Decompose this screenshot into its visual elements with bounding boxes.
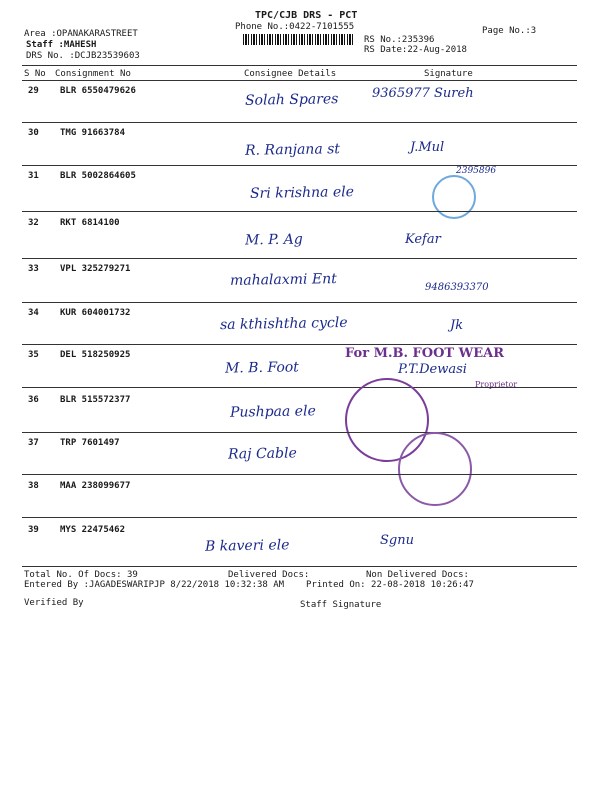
entered-by: Entered By :JAGADESWARIPJP 8/22/2018 10:32:38 AM xyxy=(24,580,285,590)
printed-on: Printed On: 22-08-2018 10:26:47 xyxy=(306,580,474,590)
row-consignee-handwriting: sa kthishtha cycle xyxy=(219,314,348,334)
row-consignment: TMG 91663784 xyxy=(60,128,126,138)
row-signature-handwriting: P.T.Dewasi xyxy=(398,362,467,377)
row-signature-handwriting: 9365977 Sureh xyxy=(372,86,474,101)
company-stamp-proprietor: Proprietor xyxy=(475,380,518,389)
rs-date: RS Date:22-Aug-2018 xyxy=(364,45,467,55)
verified-by-label: Verified By xyxy=(24,598,84,608)
row-signature-handwriting: 9486393370 xyxy=(425,282,489,293)
column-header-signature: Signature xyxy=(424,69,473,79)
staff-signature-label: Staff Signature xyxy=(300,600,382,610)
document-title: TPC/CJB DRS - PCT xyxy=(255,10,358,21)
row-consignee-handwriting: Solah Spares xyxy=(244,91,339,109)
row-signature-handwriting: 2395896 xyxy=(456,166,497,176)
footer-divider xyxy=(22,566,577,567)
row-divider xyxy=(22,211,577,212)
staff-label: Staff :MAHESH xyxy=(26,40,97,50)
row-divider xyxy=(22,344,577,345)
company-stamp-title: For M.B. FOOT WEAR xyxy=(345,346,504,361)
row-divider xyxy=(22,258,577,259)
phone-number: Phone No.:0422-7101555 xyxy=(235,22,355,32)
row-consignee-handwriting: Sri krishna ele xyxy=(249,184,355,202)
row-signature-handwriting: J.Mul xyxy=(410,140,445,155)
page-number: Page No.:3 xyxy=(482,26,537,36)
header-divider xyxy=(22,65,577,66)
barcode xyxy=(243,34,353,45)
row-divider xyxy=(22,122,577,123)
row-consignee-handwriting: M. P. Ag xyxy=(244,231,303,249)
row-consignment: MAA 238099677 xyxy=(60,481,131,491)
row-sno: 39 xyxy=(28,525,39,535)
row-consignee-handwriting: mahalaxmi Ent xyxy=(229,271,337,289)
drs-number: DRS No. :DCJB23539603 xyxy=(26,51,140,61)
row-signature-handwriting: Kefar xyxy=(405,232,441,247)
row-sno: 35 xyxy=(28,350,39,360)
column-header-consignment: Consignment No xyxy=(55,69,131,79)
row-signature-handwriting: Jk xyxy=(450,318,464,333)
row-sno: 29 xyxy=(28,86,39,96)
row-divider xyxy=(22,517,577,518)
row-consignee-handwriting: M. B. Foot xyxy=(224,359,299,377)
row-sno: 33 xyxy=(28,264,39,274)
row-consignment: TRP 7601497 xyxy=(60,438,120,448)
column-header-consignee: Consignee Details xyxy=(244,69,337,79)
row-consignee-handwriting: B kaveri ele xyxy=(204,537,290,555)
row-consignee-handwriting: Raj Cable xyxy=(227,445,297,463)
column-header-divider xyxy=(22,80,577,81)
row-divider xyxy=(22,474,577,475)
row-sno: 34 xyxy=(28,308,39,318)
blue-rubber-stamp xyxy=(432,175,476,219)
column-header-sno: S No xyxy=(24,69,46,79)
row-sno: 31 xyxy=(28,171,39,181)
row-divider xyxy=(22,302,577,303)
row-sno: 36 xyxy=(28,395,39,405)
total-docs: Total No. Of Docs: 39 xyxy=(24,570,138,580)
row-consignment: DEL 518250925 xyxy=(60,350,131,360)
row-divider xyxy=(22,387,577,388)
row-consignment: KUR 604001732 xyxy=(60,308,131,318)
row-consignment: VPL 325279271 xyxy=(60,264,131,274)
row-sno: 30 xyxy=(28,128,39,138)
area-label: Area :OPANAKARASTREET xyxy=(24,29,138,39)
purple-rubber-stamp xyxy=(398,432,472,506)
row-consignment: BLR 515572377 xyxy=(60,395,131,405)
delivered-docs: Delivered Docs: xyxy=(228,570,310,580)
row-consignment: MYS 22475462 xyxy=(60,525,126,535)
row-consignment: BLR 6550479626 xyxy=(60,86,136,96)
row-sno: 38 xyxy=(28,481,39,491)
row-signature-handwriting: Sgnu xyxy=(380,533,414,548)
rs-number: RS No.:235396 xyxy=(364,35,435,45)
row-divider xyxy=(22,432,577,433)
row-sno: 32 xyxy=(28,218,39,228)
non-delivered-docs: Non Delivered Docs: xyxy=(366,570,469,580)
row-consignment: RKT 6814100 xyxy=(60,218,120,228)
row-consignment: BLR 5002864605 xyxy=(60,171,136,181)
row-consignee-handwriting: Pushpaa ele xyxy=(229,403,316,421)
row-sno: 37 xyxy=(28,438,39,448)
row-consignee-handwriting: R. Ranjana st xyxy=(244,141,341,159)
